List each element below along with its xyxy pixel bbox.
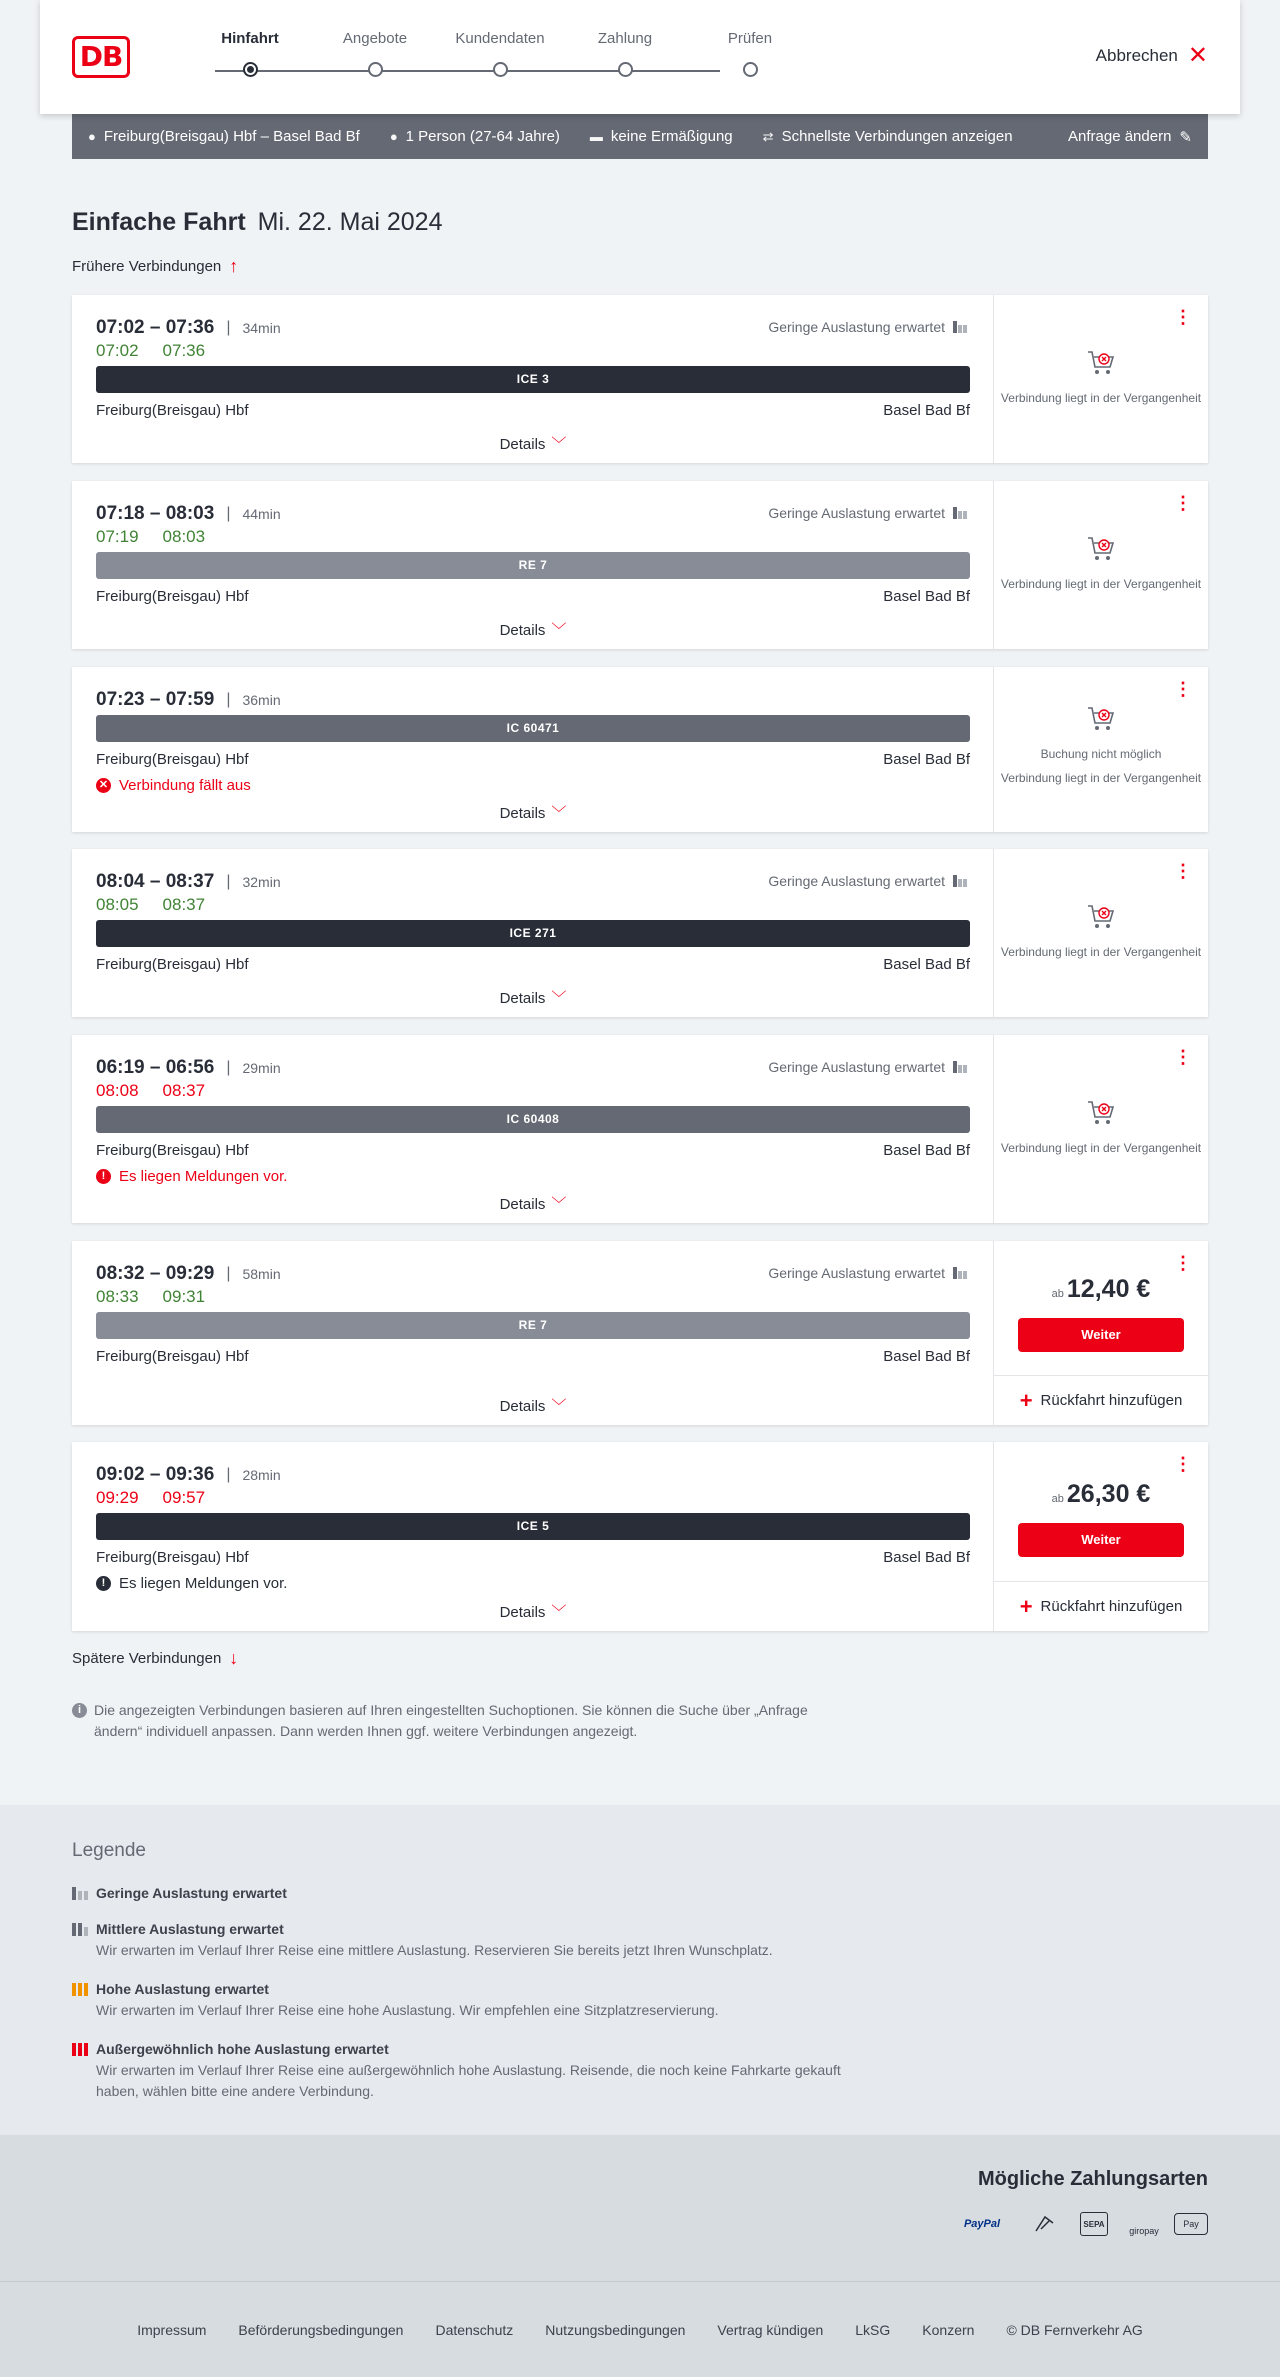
train-bar[interactable]: IC 60471 bbox=[96, 715, 970, 742]
progress-line bbox=[215, 70, 720, 72]
past-text: Verbindung liegt in der Vergangenheit bbox=[1000, 1141, 1202, 1155]
departure-station: Freiburg(Breisgau) Hbf bbox=[96, 956, 249, 973]
legend-item-text: Wir erwarten im Verlauf Ihrer Reise eine mittlere Auslastung. Reservieren Sie bereits jetzt Ihren Wunschplatz. bbox=[96, 1942, 773, 1958]
step-label: Hinfahrt bbox=[221, 30, 279, 47]
connection-main bbox=[72, 667, 994, 832]
connection-card[interactable] bbox=[72, 849, 1208, 1017]
occupancy-info bbox=[768, 505, 969, 521]
realtime-times bbox=[96, 1488, 205, 1508]
occupancy-info bbox=[768, 319, 969, 335]
load-low-icon bbox=[953, 1061, 969, 1073]
legend-item-title: Geringe Auslastung erwartet bbox=[96, 1885, 287, 1901]
connection-times bbox=[96, 317, 281, 339]
duration: 58min bbox=[242, 1266, 281, 1282]
details-label: Details bbox=[499, 1604, 546, 1621]
connection-offer bbox=[994, 849, 1208, 1017]
search-summary-bar bbox=[72, 114, 1208, 159]
route-text: Freiburg(Breisgau) Hbf – Basel Bad Bf bbox=[103, 128, 360, 145]
connection-times bbox=[96, 503, 281, 525]
discount-summary bbox=[590, 128, 733, 145]
details-toggle[interactable] bbox=[72, 619, 994, 640]
realtime-departure: 08:08 bbox=[96, 1081, 139, 1100]
arrow-down-icon: ↓ bbox=[229, 1648, 239, 1668]
db-logo[interactable]: DB bbox=[72, 36, 130, 78]
load-low-icon bbox=[953, 875, 969, 887]
connection-times bbox=[96, 1263, 281, 1285]
message-text: Verbindung fällt aus bbox=[119, 777, 251, 794]
add-return-label: Rückfahrt hinzufügen bbox=[1040, 1392, 1183, 1409]
chevron-down-icon: ﹀ bbox=[551, 805, 567, 822]
connection-card[interactable] bbox=[72, 667, 1208, 832]
realtime-arrival: 08:37 bbox=[162, 895, 206, 914]
station-row bbox=[96, 1348, 970, 1365]
header-bar bbox=[40, 0, 1240, 114]
plus-icon: + bbox=[1019, 1387, 1033, 1413]
station-row bbox=[96, 402, 970, 419]
departure-station: Freiburg(Breisgau) Hbf bbox=[96, 1348, 249, 1365]
plus-icon: + bbox=[1019, 1593, 1033, 1619]
details-toggle[interactable] bbox=[72, 802, 994, 823]
step-kundendaten bbox=[440, 30, 560, 47]
price-prefix: ab bbox=[1051, 1288, 1064, 1300]
duration: 29min bbox=[242, 1060, 281, 1076]
location-pin-icon: ● bbox=[88, 129, 96, 144]
swap-arrows-icon: ⇄ bbox=[762, 128, 774, 144]
later-label: Spätere Verbindungen bbox=[72, 1650, 222, 1667]
step-pruefen bbox=[690, 30, 810, 47]
arrival-station: Basel Bad Bf bbox=[883, 1142, 970, 1159]
chevron-down-icon: ﹀ bbox=[551, 1604, 567, 1621]
chevron-down-icon: ﹀ bbox=[551, 436, 567, 453]
past-connection-note bbox=[994, 577, 1208, 592]
footer-copyright: © DB Fernverkehr AG bbox=[1006, 2321, 1143, 2338]
realtime-arrival: 09:57 bbox=[162, 1488, 206, 1507]
connection-offer bbox=[994, 1241, 1208, 1425]
connection-offer bbox=[994, 481, 1208, 649]
cart-unavailable-icon bbox=[1086, 1099, 1116, 1127]
occupancy-info bbox=[768, 1059, 969, 1075]
divider: | bbox=[226, 873, 231, 890]
cart-unavailable-icon bbox=[1086, 705, 1116, 733]
footer-link-konzern[interactable]: Konzern bbox=[922, 2321, 975, 2338]
connection-main bbox=[72, 1442, 994, 1631]
realtime-departure: 09:29 bbox=[96, 1488, 139, 1507]
schedule-times: 07:23 – 07:59 bbox=[96, 689, 215, 710]
cancel-circle-icon: ✕ bbox=[96, 778, 111, 793]
connection-offer bbox=[994, 1442, 1208, 1631]
details-label: Details bbox=[499, 1398, 546, 1415]
train-bar[interactable]: ICE 271 bbox=[96, 920, 970, 947]
payment-title: Mögliche Zahlungsarten bbox=[977, 2168, 1208, 2190]
add-return-button[interactable] bbox=[994, 1581, 1208, 1631]
price bbox=[994, 1275, 1208, 1304]
step-hinfahrt bbox=[190, 30, 310, 47]
arrival-station: Basel Bad Bf bbox=[883, 956, 970, 973]
price-value: 26,30 € bbox=[1066, 1480, 1151, 1508]
connection-times bbox=[96, 1057, 281, 1079]
divider: | bbox=[226, 1265, 231, 1282]
step-zahlung bbox=[565, 30, 685, 47]
divider: | bbox=[226, 1059, 231, 1076]
more-options-icon[interactable]: ⋮ bbox=[1174, 1047, 1192, 1067]
legend-item-text: Wir erwarten im Verlauf Ihrer Reise eine außergewöhnlich hohe Auslastung. Reisende, die noch keine Fahrkarte gekauft haben, wählen bitte eine andere Verbindung. bbox=[96, 2062, 841, 2099]
passenger-summary bbox=[390, 128, 560, 145]
footer-link-impressum[interactable]: Impressum bbox=[137, 2321, 207, 2338]
train-bar[interactable]: RE 7 bbox=[96, 552, 970, 579]
load-high-icon bbox=[72, 1983, 88, 1996]
legend-item-very-high bbox=[72, 2039, 872, 2102]
train-bar[interactable]: IC 60408 bbox=[96, 1106, 970, 1133]
connection-offer bbox=[994, 295, 1208, 463]
load-low-icon bbox=[72, 1887, 88, 1900]
more-options-icon[interactable]: ⋮ bbox=[1174, 1454, 1192, 1474]
arrival-station: Basel Bad Bf bbox=[883, 1348, 970, 1365]
payment-methods-section bbox=[0, 2135, 1280, 2281]
earlier-label: Frühere Verbindungen bbox=[72, 258, 222, 275]
details-label: Details bbox=[499, 436, 546, 453]
occupancy-label: Geringe Auslastung erwartet bbox=[768, 505, 945, 521]
footer-link-lksg[interactable]: LkSG bbox=[855, 2321, 891, 2338]
connection-card[interactable] bbox=[72, 1035, 1208, 1223]
realtime-times bbox=[96, 341, 205, 361]
details-label: Details bbox=[499, 805, 546, 822]
sepa-icon: SEPA bbox=[1080, 2212, 1108, 2236]
details-toggle[interactable] bbox=[72, 987, 994, 1008]
departure-station: Freiburg(Breisgau) Hbf bbox=[96, 1549, 249, 1566]
price bbox=[994, 1480, 1208, 1509]
apple-pay-icon: Pay bbox=[1174, 2213, 1208, 2235]
cancel-button[interactable] bbox=[1095, 42, 1208, 69]
cancel-label: Abbrechen bbox=[1095, 46, 1178, 65]
connection-message bbox=[96, 1575, 287, 1592]
past-text: Verbindung liegt in der Vergangenheit bbox=[1000, 945, 1202, 959]
past-connection-note bbox=[994, 771, 1208, 786]
occupancy-label: Geringe Auslastung erwartet bbox=[768, 1265, 945, 1281]
option-text: Schnellste Verbindungen anzeigen bbox=[781, 128, 1013, 145]
connection-main bbox=[72, 295, 994, 463]
step-dot bbox=[368, 62, 383, 77]
chevron-down-icon: ﹀ bbox=[551, 622, 567, 639]
bahncard-icon: ▬ bbox=[589, 129, 603, 144]
realtime-departure: 08:33 bbox=[96, 1287, 139, 1306]
legend-title: Legende bbox=[72, 1840, 146, 1861]
connection-main bbox=[72, 1241, 994, 1425]
legend-item-medium bbox=[72, 1919, 872, 1961]
person-icon: ● bbox=[389, 129, 398, 144]
step-dot bbox=[243, 62, 258, 77]
occupancy-info bbox=[768, 873, 969, 889]
occupancy-label: Geringe Auslastung erwartet bbox=[768, 319, 945, 335]
price-value: 12,40 € bbox=[1066, 1275, 1151, 1303]
footer-links bbox=[0, 2281, 1280, 2377]
details-toggle[interactable] bbox=[72, 1193, 994, 1214]
connection-card[interactable] bbox=[72, 1241, 1208, 1425]
train-bar[interactable]: ICE 3 bbox=[96, 366, 970, 393]
schedule-times: 09:02 – 09:36 bbox=[96, 1464, 215, 1485]
page-title bbox=[72, 208, 442, 237]
connection-main bbox=[72, 481, 994, 649]
cart-unavailable-icon bbox=[1086, 903, 1116, 931]
footer-link-nutzungsbedingungen[interactable]: Nutzungsbedingungen bbox=[545, 2321, 686, 2338]
occupancy-label: Geringe Auslastung erwartet bbox=[768, 1059, 945, 1075]
connection-message bbox=[96, 777, 251, 794]
connection-times bbox=[96, 871, 281, 893]
duration: 32min bbox=[242, 874, 281, 890]
station-row bbox=[96, 1142, 970, 1159]
divider: | bbox=[226, 691, 231, 708]
add-return-label: Rückfahrt hinzufügen bbox=[1040, 1598, 1183, 1615]
load-very-high-icon bbox=[72, 2043, 88, 2056]
divider: | bbox=[226, 319, 231, 336]
warning-circle-icon: ! bbox=[96, 1576, 111, 1591]
load-low-icon bbox=[953, 321, 969, 333]
legend-item-low bbox=[72, 1883, 872, 1904]
step-dot bbox=[493, 62, 508, 77]
details-toggle[interactable] bbox=[72, 1395, 994, 1416]
realtime-arrival: 09:31 bbox=[162, 1287, 206, 1306]
connection-card[interactable] bbox=[72, 1442, 1208, 1631]
direct-debit-icon bbox=[1030, 2212, 1060, 2236]
info-note bbox=[72, 1700, 832, 1742]
step-angebote bbox=[315, 30, 435, 47]
legend-section bbox=[0, 1805, 1280, 2135]
divider: | bbox=[226, 1466, 231, 1483]
arrival-station: Basel Bad Bf bbox=[883, 588, 970, 605]
more-options-icon[interactable]: ⋮ bbox=[1174, 1253, 1192, 1273]
warning-circle-icon: ! bbox=[96, 1169, 111, 1184]
connection-times bbox=[96, 689, 281, 711]
realtime-departure: 08:05 bbox=[96, 895, 139, 914]
footer-link-vertrag-kuendigen[interactable]: Vertrag kündigen bbox=[717, 2321, 824, 2338]
schedule-times: 08:04 – 08:37 bbox=[96, 871, 215, 892]
connection-main bbox=[72, 1035, 994, 1223]
info-icon: i bbox=[72, 1703, 87, 1718]
departure-station: Freiburg(Breisgau) Hbf bbox=[96, 402, 249, 419]
train-bar[interactable]: RE 7 bbox=[96, 1312, 970, 1339]
route-summary bbox=[88, 128, 360, 145]
schedule-times: 06:19 – 06:56 bbox=[96, 1057, 215, 1078]
past-text: Verbindung liegt in der Vergangenheit bbox=[1000, 577, 1202, 591]
connection-card[interactable] bbox=[72, 295, 1208, 463]
message-text: Es liegen Meldungen vor. bbox=[119, 1168, 288, 1185]
connection-times bbox=[96, 1464, 281, 1486]
pencil-icon: ✎ bbox=[1179, 128, 1192, 146]
station-row bbox=[96, 956, 970, 973]
step-dot bbox=[618, 62, 633, 77]
legend-item-title: Mittlere Auslastung erwartet bbox=[96, 1921, 284, 1937]
station-row bbox=[96, 1549, 970, 1566]
passenger-text: 1 Person (27-64 Jahre) bbox=[405, 128, 560, 145]
details-toggle[interactable] bbox=[72, 433, 994, 454]
duration: 36min bbox=[242, 692, 281, 708]
realtime-times bbox=[96, 1081, 205, 1101]
paypal-icon: PayPal bbox=[963, 2218, 1001, 2230]
past-connection-note bbox=[994, 391, 1208, 406]
legend-item-high bbox=[72, 1979, 872, 2021]
option-summary bbox=[763, 128, 1013, 145]
step-dot bbox=[743, 62, 758, 77]
cart-unavailable-icon bbox=[1086, 535, 1116, 563]
footer-link-befoerderungsbedingungen[interactable]: Beförderungsbedingungen bbox=[238, 2321, 404, 2338]
load-low-icon bbox=[953, 1267, 969, 1279]
step-label: Kundendaten bbox=[455, 30, 545, 47]
arrival-station: Basel Bad Bf bbox=[883, 402, 970, 419]
details-label: Details bbox=[499, 1196, 546, 1213]
load-low-icon bbox=[953, 507, 969, 519]
arrow-up-icon: ↑ bbox=[229, 256, 239, 276]
step-label: Zahlung bbox=[597, 30, 653, 47]
continue-button[interactable]: Weiter bbox=[1018, 1318, 1184, 1352]
station-row bbox=[96, 751, 970, 768]
departure-station: Freiburg(Breisgau) Hbf bbox=[96, 751, 249, 768]
no-booking-text: Buchung nicht möglich bbox=[1040, 747, 1162, 761]
schedule-times: 07:02 – 07:36 bbox=[96, 317, 215, 338]
info-text: Die angezeigten Verbindungen basieren auf Ihren eingestellten Suchoptionen. Sie können die Suche über „Anfrage ändern“ individuell anpassen. Dann werden Ihnen ggf. weitere Verbindungen angezeigt. bbox=[94, 1702, 808, 1739]
trip-date: Mi. 22. Mai 2024 bbox=[257, 208, 443, 236]
realtime-arrival: 07:36 bbox=[162, 341, 206, 360]
connection-offer bbox=[994, 1035, 1208, 1223]
past-connection-note bbox=[994, 945, 1208, 960]
departure-station: Freiburg(Breisgau) Hbf bbox=[96, 1142, 249, 1159]
legend-item-title: Hohe Auslastung erwartet bbox=[96, 1981, 269, 1997]
duration: 28min bbox=[242, 1467, 281, 1483]
discount-text: keine Ermäßigung bbox=[610, 128, 733, 145]
divider: | bbox=[226, 505, 231, 522]
price-prefix: ab bbox=[1051, 1493, 1064, 1505]
connection-card[interactable] bbox=[72, 481, 1208, 649]
departure-station: Freiburg(Breisgau) Hbf bbox=[96, 588, 249, 605]
arrival-station: Basel Bad Bf bbox=[883, 1549, 970, 1566]
legend-item-text: Wir erwarten im Verlauf Ihrer Reise eine hohe Auslastung. Wir empfehlen eine Sitzplatzreservierung. bbox=[96, 2002, 719, 2018]
realtime-times bbox=[96, 895, 205, 915]
more-options-icon[interactable]: ⋮ bbox=[1174, 861, 1192, 881]
connection-main bbox=[72, 849, 994, 1017]
more-options-icon[interactable]: ⋮ bbox=[1174, 493, 1192, 513]
earlier-connections-link[interactable] bbox=[72, 256, 238, 277]
realtime-times bbox=[96, 527, 205, 547]
progress-steps bbox=[210, 30, 773, 90]
duration: 44min bbox=[242, 506, 281, 522]
chevron-down-icon: ﹀ bbox=[551, 1196, 567, 1213]
past-connection-note bbox=[994, 1141, 1208, 1156]
occupancy-label: Geringe Auslastung erwartet bbox=[768, 873, 945, 889]
close-icon: ✕ bbox=[1187, 42, 1208, 69]
footer-link-datenschutz[interactable]: Datenschutz bbox=[435, 2321, 514, 2338]
details-label: Details bbox=[499, 990, 546, 1007]
station-row bbox=[96, 588, 970, 605]
realtime-arrival: 08:37 bbox=[162, 1081, 206, 1100]
legend-item-title: Außergewöhnlich hohe Auslastung erwartet bbox=[96, 2041, 389, 2057]
cart-unavailable-icon bbox=[1086, 349, 1116, 377]
no-booking-note bbox=[994, 747, 1208, 762]
chevron-down-icon: ﹀ bbox=[551, 990, 567, 1007]
message-text: Es liegen Meldungen vor. bbox=[119, 1575, 288, 1592]
change-request-label: Anfrage ändern bbox=[1068, 128, 1172, 145]
change-request-button[interactable] bbox=[1068, 128, 1192, 146]
duration: 34min bbox=[242, 320, 281, 336]
more-options-icon[interactable]: ⋮ bbox=[1174, 307, 1192, 327]
schedule-times: 08:32 – 09:29 bbox=[96, 1263, 215, 1284]
later-connections-link[interactable] bbox=[72, 1648, 238, 1669]
occupancy-info bbox=[768, 1265, 969, 1281]
load-medium-icon bbox=[72, 1923, 88, 1936]
giropay-icon: giropay bbox=[1129, 2226, 1159, 2236]
realtime-departure: 07:19 bbox=[96, 527, 139, 546]
past-text: Verbindung liegt in der Vergangenheit bbox=[1000, 771, 1202, 785]
more-options-icon[interactable]: ⋮ bbox=[1174, 679, 1192, 699]
trip-type: Einfache Fahrt bbox=[72, 208, 246, 236]
details-label: Details bbox=[499, 622, 546, 639]
step-label: Prüfen bbox=[727, 30, 773, 47]
step-label: Angebote bbox=[342, 30, 408, 47]
realtime-arrival: 08:03 bbox=[162, 527, 206, 546]
realtime-times bbox=[96, 1287, 205, 1307]
arrival-station: Basel Bad Bf bbox=[883, 751, 970, 768]
details-toggle[interactable] bbox=[72, 1601, 994, 1622]
past-text: Verbindung liegt in der Vergangenheit bbox=[1000, 391, 1202, 405]
add-return-button[interactable] bbox=[994, 1375, 1208, 1425]
realtime-departure: 07:02 bbox=[96, 341, 139, 360]
connection-message bbox=[96, 1168, 287, 1185]
train-bar[interactable]: ICE 5 bbox=[96, 1513, 970, 1540]
continue-button[interactable]: Weiter bbox=[1018, 1523, 1184, 1557]
schedule-times: 07:18 – 08:03 bbox=[96, 503, 215, 524]
connection-offer bbox=[994, 667, 1208, 832]
chevron-down-icon: ﹀ bbox=[551, 1398, 567, 1415]
